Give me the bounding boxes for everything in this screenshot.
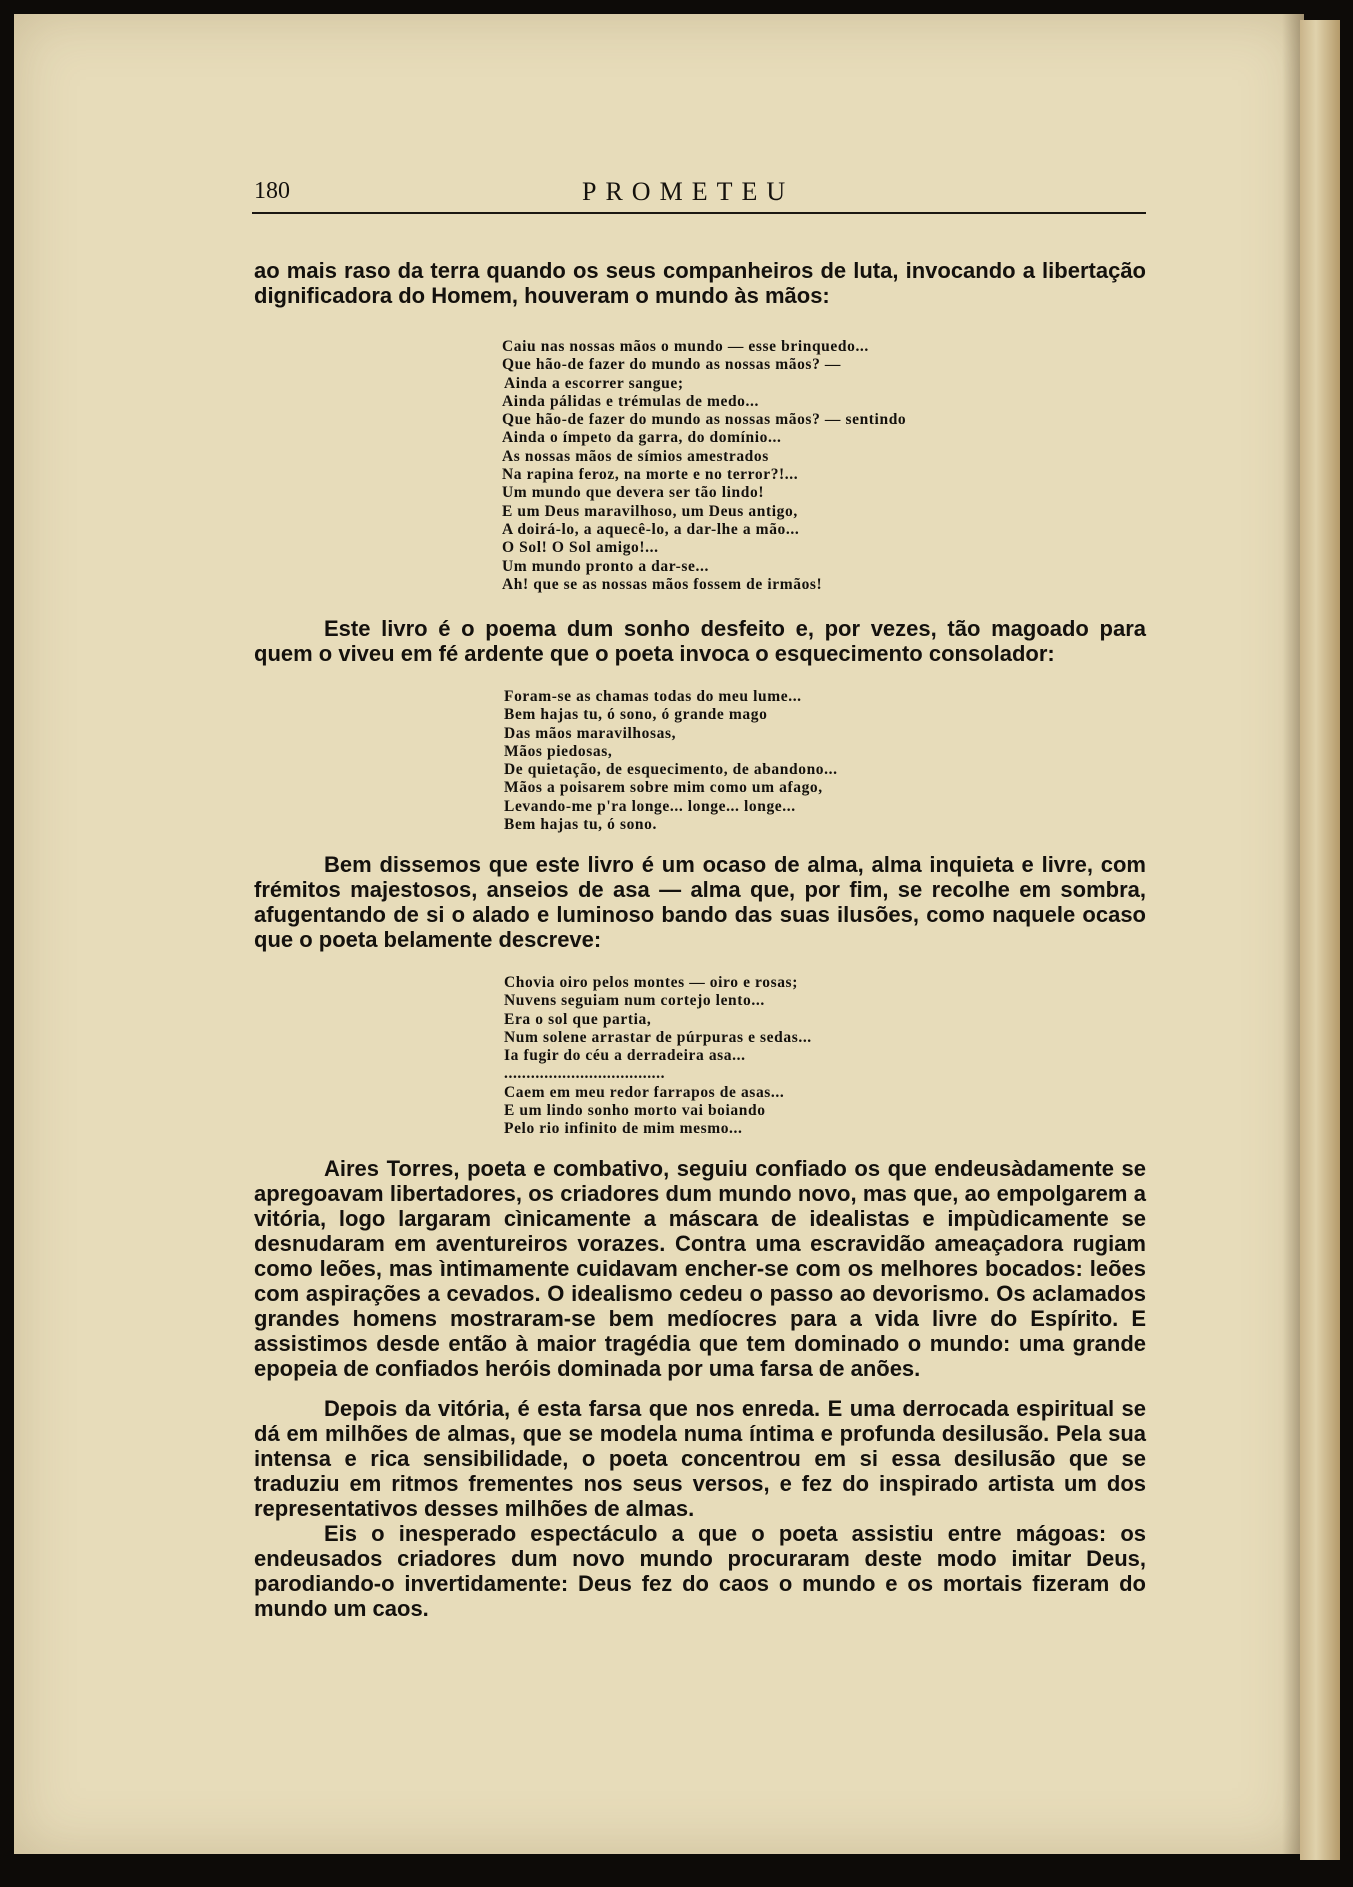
verse-line: Caem em meu redor farrapos de asas... (504, 1083, 785, 1101)
verse-line: Levando-me p'ra longe... longe... longe... (504, 797, 796, 815)
verse-line: E um Deus maravilhoso, um Deus antigo, (502, 502, 798, 520)
adjacent-page-edge (1300, 20, 1340, 1860)
verse-line: Um mundo pronto a dar-se... (502, 557, 709, 575)
verse-line: Bem hajas tu, ó sono. (504, 816, 657, 834)
verse-line: Na rapina feroz, na morte e no terror?!... (502, 466, 799, 484)
verse-line: As nossas mãos de símios amestrados (502, 447, 769, 465)
paragraph-dream: Este livro é o poema dum sonho desfeito e, por vezes, tão magoado para quem o viveu em fé ardente que o poeta invoca o esquecimento consolador: (254, 616, 1146, 666)
verse-line: Mãos a poisarem sobre mim como um afago, (504, 779, 823, 797)
running-header (252, 174, 1146, 214)
paragraph-sunset: Bem dissemos que este livro é um ocaso de alma, alma inquieta e livre, com frémitos majestosos, anseios de asa — alma que, por fim, se recolhe em sombra, afugentando de si o alado e luminoso bando das suas ilusões, como naquele ocaso que o poeta belamente descreve: (254, 852, 1146, 952)
poem-hands (502, 338, 906, 594)
verse-line: Nuvens seguiam num cortejo lento... (504, 992, 765, 1010)
verse-line: Ia fugir do céu a derradeira asa... (504, 1047, 746, 1065)
verse-line: Chovia oiro pelos montes — oiro e rosas; (504, 974, 798, 991)
page-number: 180 (254, 178, 290, 204)
verse-line: Que hão-de fazer do mundo as nossas mãos? — sentindo (502, 411, 907, 429)
verse-line: Que hão-de fazer do mundo as nossas mãos? — (502, 356, 841, 374)
verse-line: De quietação, de esquecimento, de abandono... (504, 761, 838, 779)
verse-line: Bem hajas tu, ó sono, ó grande mago (504, 706, 768, 724)
verse-line: Das mãos maravilhosas, (504, 724, 677, 742)
verse-line: Era o sol que partia, (504, 1010, 652, 1028)
verse-line: Ah! que se as nossas mãos fossem de irmãos! (502, 575, 823, 593)
verse-line: Ainda a escorrer sangue; (504, 374, 684, 392)
paragraph-chaos: Eis o inesperado espectáculo a que o poeta assistiu entre mágoas: os endeusados criadores dum novo mundo procuraram deste modo imitar Deus, parodiando-o invertidamente: Deus fez do caos o mundo e os mortais fizeram do mundo um caos. (254, 1521, 1146, 1621)
paragraph-intro: ao mais raso da terra quando os seus companheiros de luta, invocando a libertação dignificadora do Homem, houveram o mundo às mãos: (254, 258, 1146, 308)
verse-line: Pelo rio infinito de mim mesmo... (504, 1120, 743, 1138)
verse-line: Um mundo que devera ser tão lindo! (502, 484, 765, 502)
running-title: PROMETEU (582, 177, 795, 206)
poem-sleep (504, 688, 838, 834)
verse-line: Mãos piedosas, (504, 742, 613, 760)
verse-line: Ainda pálidas e trémulas de medo... (502, 392, 759, 410)
verse-line: O Sol! O Sol amigo!... (502, 539, 659, 557)
verse-dotted-break: .................................... (504, 1065, 666, 1083)
verse-line: Ainda o ímpeto da garra, do domínio... (502, 429, 782, 447)
paragraph-victory: Depois da vitória, é esta farsa que nos enreda. E uma derrocada espiritual se dá em milhões de almas, que se modela numa íntima e profunda desilusão. Pela sua intensa e rica sensibilidade, o poeta concentrou em si essa desilusão que se traduziu em ritmos frementes nos seus versos, e fez do inspirado artista um dos representativos desses milhões de almas. (254, 1396, 1146, 1521)
verse-line: Num solene arrastar de púrpuras e sedas... (504, 1028, 812, 1046)
verse-line: E um lindo sonho morto vai boiando (504, 1102, 766, 1120)
verse-line: Caiu nas nossas mãos o mundo — esse brinquedo... (502, 338, 869, 355)
paragraph-aires-torres: Aires Torres, poeta e combativo, seguiu confiado os que endeusàdamente se apregoavam libertadores, os criadores dum mundo novo, mas que, ao empolgarem a vitória, logo largaram cìnicamente a máscara de idealistas e impùdicamente se desnudaram em aventureiros vorazes. Contra uma escravidão ameaçadora rugiam como leões, mas ìntimamente cuidavam encher-se com os melhores bocados: leões com aspirações a cevados. O idealismo cedeu o passo ao devorismo. Os aclamados grandes homens mostraram-se bem medíocres para a vida livre do Espírito. E assistimos desde então à maior tragédia que tem dominado o mundo: uma grande epopeia de confiados heróis dominada por uma farsa de anões. (254, 1156, 1146, 1381)
poem-sunset (504, 974, 812, 1139)
verse-line: A doirá-lo, a aquecê-lo, a dar-lhe a mão... (502, 520, 800, 538)
verse-line: Foram-se as chamas todas do meu lume... (504, 688, 802, 705)
